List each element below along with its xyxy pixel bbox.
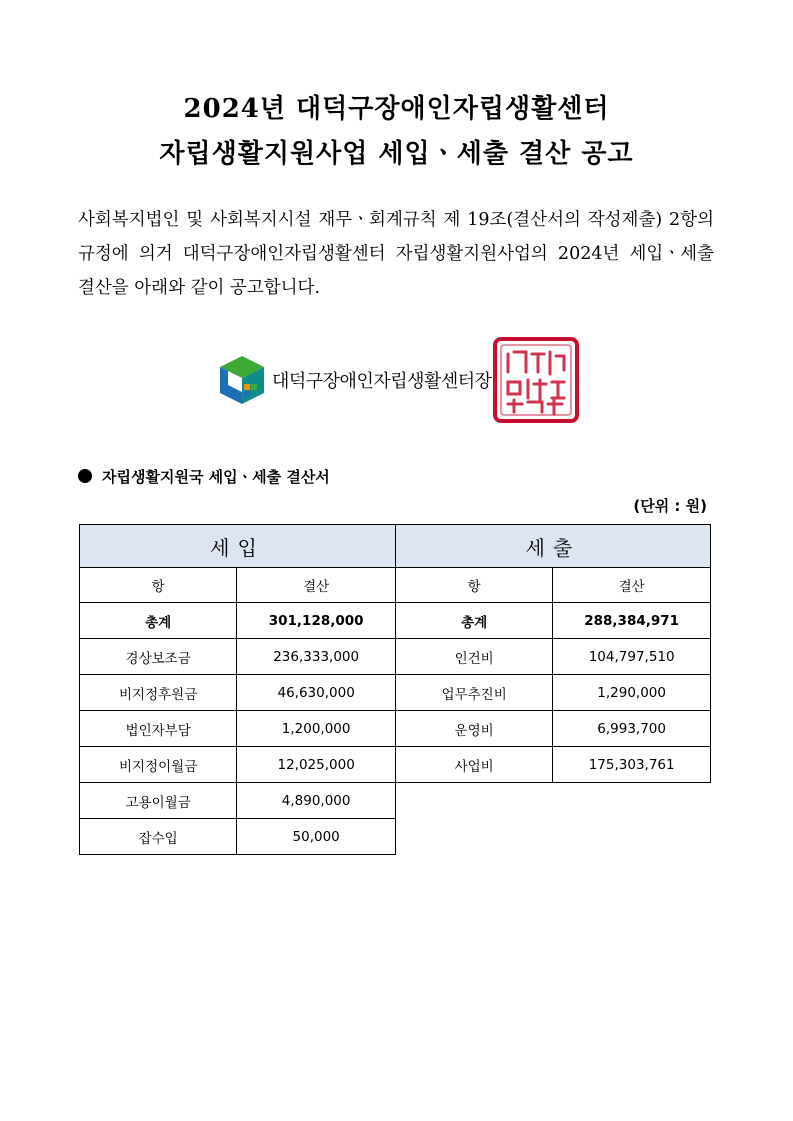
expense-amount: 104,797,510	[553, 639, 711, 675]
table-row	[80, 675, 396, 711]
income-amount: 4,890,000	[237, 783, 396, 819]
income-item: 비지정후원금	[80, 675, 237, 711]
table-row	[80, 711, 396, 747]
expense-col-amount: 결산	[553, 568, 711, 603]
expense-table	[395, 524, 711, 783]
section-heading	[78, 466, 330, 487]
expense-item: 사업비	[396, 747, 553, 783]
table-row	[396, 747, 711, 783]
income-total-amount: 301,128,000	[237, 603, 396, 639]
expense-item: 인건비	[396, 639, 553, 675]
table-row	[80, 783, 396, 819]
expense-col-item: 항	[396, 568, 553, 603]
expense-total-row	[396, 603, 711, 639]
title-line-1: 2024년 대덕구장애인자립생활센터	[183, 94, 610, 124]
expense-item: 운영비	[396, 711, 553, 747]
income-item: 법인자부담	[80, 711, 237, 747]
bullet-icon	[78, 469, 92, 483]
table-row	[396, 675, 711, 711]
center-logo-icon	[218, 354, 266, 406]
income-amount: 50,000	[237, 819, 396, 855]
organization-name: 대덕구장애인자립생활센터장	[272, 371, 492, 392]
income-total-label: 총계	[80, 603, 237, 639]
expense-amount: 1,290,000	[553, 675, 711, 711]
unit-label: (단위 : 원)	[633, 497, 707, 515]
income-amount: 46,630,000	[237, 675, 396, 711]
table-row	[80, 819, 396, 855]
income-col-amount: 결산	[237, 568, 396, 603]
section-heading-text: 자립생활지원국 세입ㆍ세출 결산서	[102, 468, 330, 486]
table-row	[396, 639, 711, 675]
income-amount: 1,200,000	[237, 711, 396, 747]
income-section-header: 세입	[80, 525, 396, 568]
income-item: 고용이월금	[80, 783, 237, 819]
income-item: 비지정이월금	[80, 747, 237, 783]
title-line-2: 자립생활지원사업 세입ㆍ세출 결산 공고	[159, 139, 634, 169]
table-row	[80, 747, 396, 783]
intro-paragraph: 사회복지법인 및 사회복지시설 재무ㆍ회계규칙 제 19조(결산서의 작성제출) 2항의 규정에 의거 대덕구장애인자립생활센터 자립생활지원사업의 2024년 세입ㆍ세출 결산을 아래와 같이 공고합니다.	[78, 210, 714, 298]
income-item: 잡수입	[80, 819, 237, 855]
expense-total-label: 총계	[396, 603, 553, 639]
income-amount: 236,333,000	[237, 639, 396, 675]
expense-total-amount: 288,384,971	[553, 603, 711, 639]
income-table	[79, 524, 396, 855]
income-col-item: 항	[80, 568, 237, 603]
expense-section-header: 세출	[396, 525, 711, 568]
table-row	[80, 639, 396, 675]
table-row	[396, 711, 711, 747]
official-seal-stamp	[492, 336, 580, 424]
income-total-row	[80, 603, 396, 639]
income-amount: 12,025,000	[237, 747, 396, 783]
expense-item: 업무추진비	[396, 675, 553, 711]
expense-amount: 175,303,761	[553, 747, 711, 783]
income-item: 경상보조금	[80, 639, 237, 675]
expense-amount: 6,993,700	[553, 711, 711, 747]
